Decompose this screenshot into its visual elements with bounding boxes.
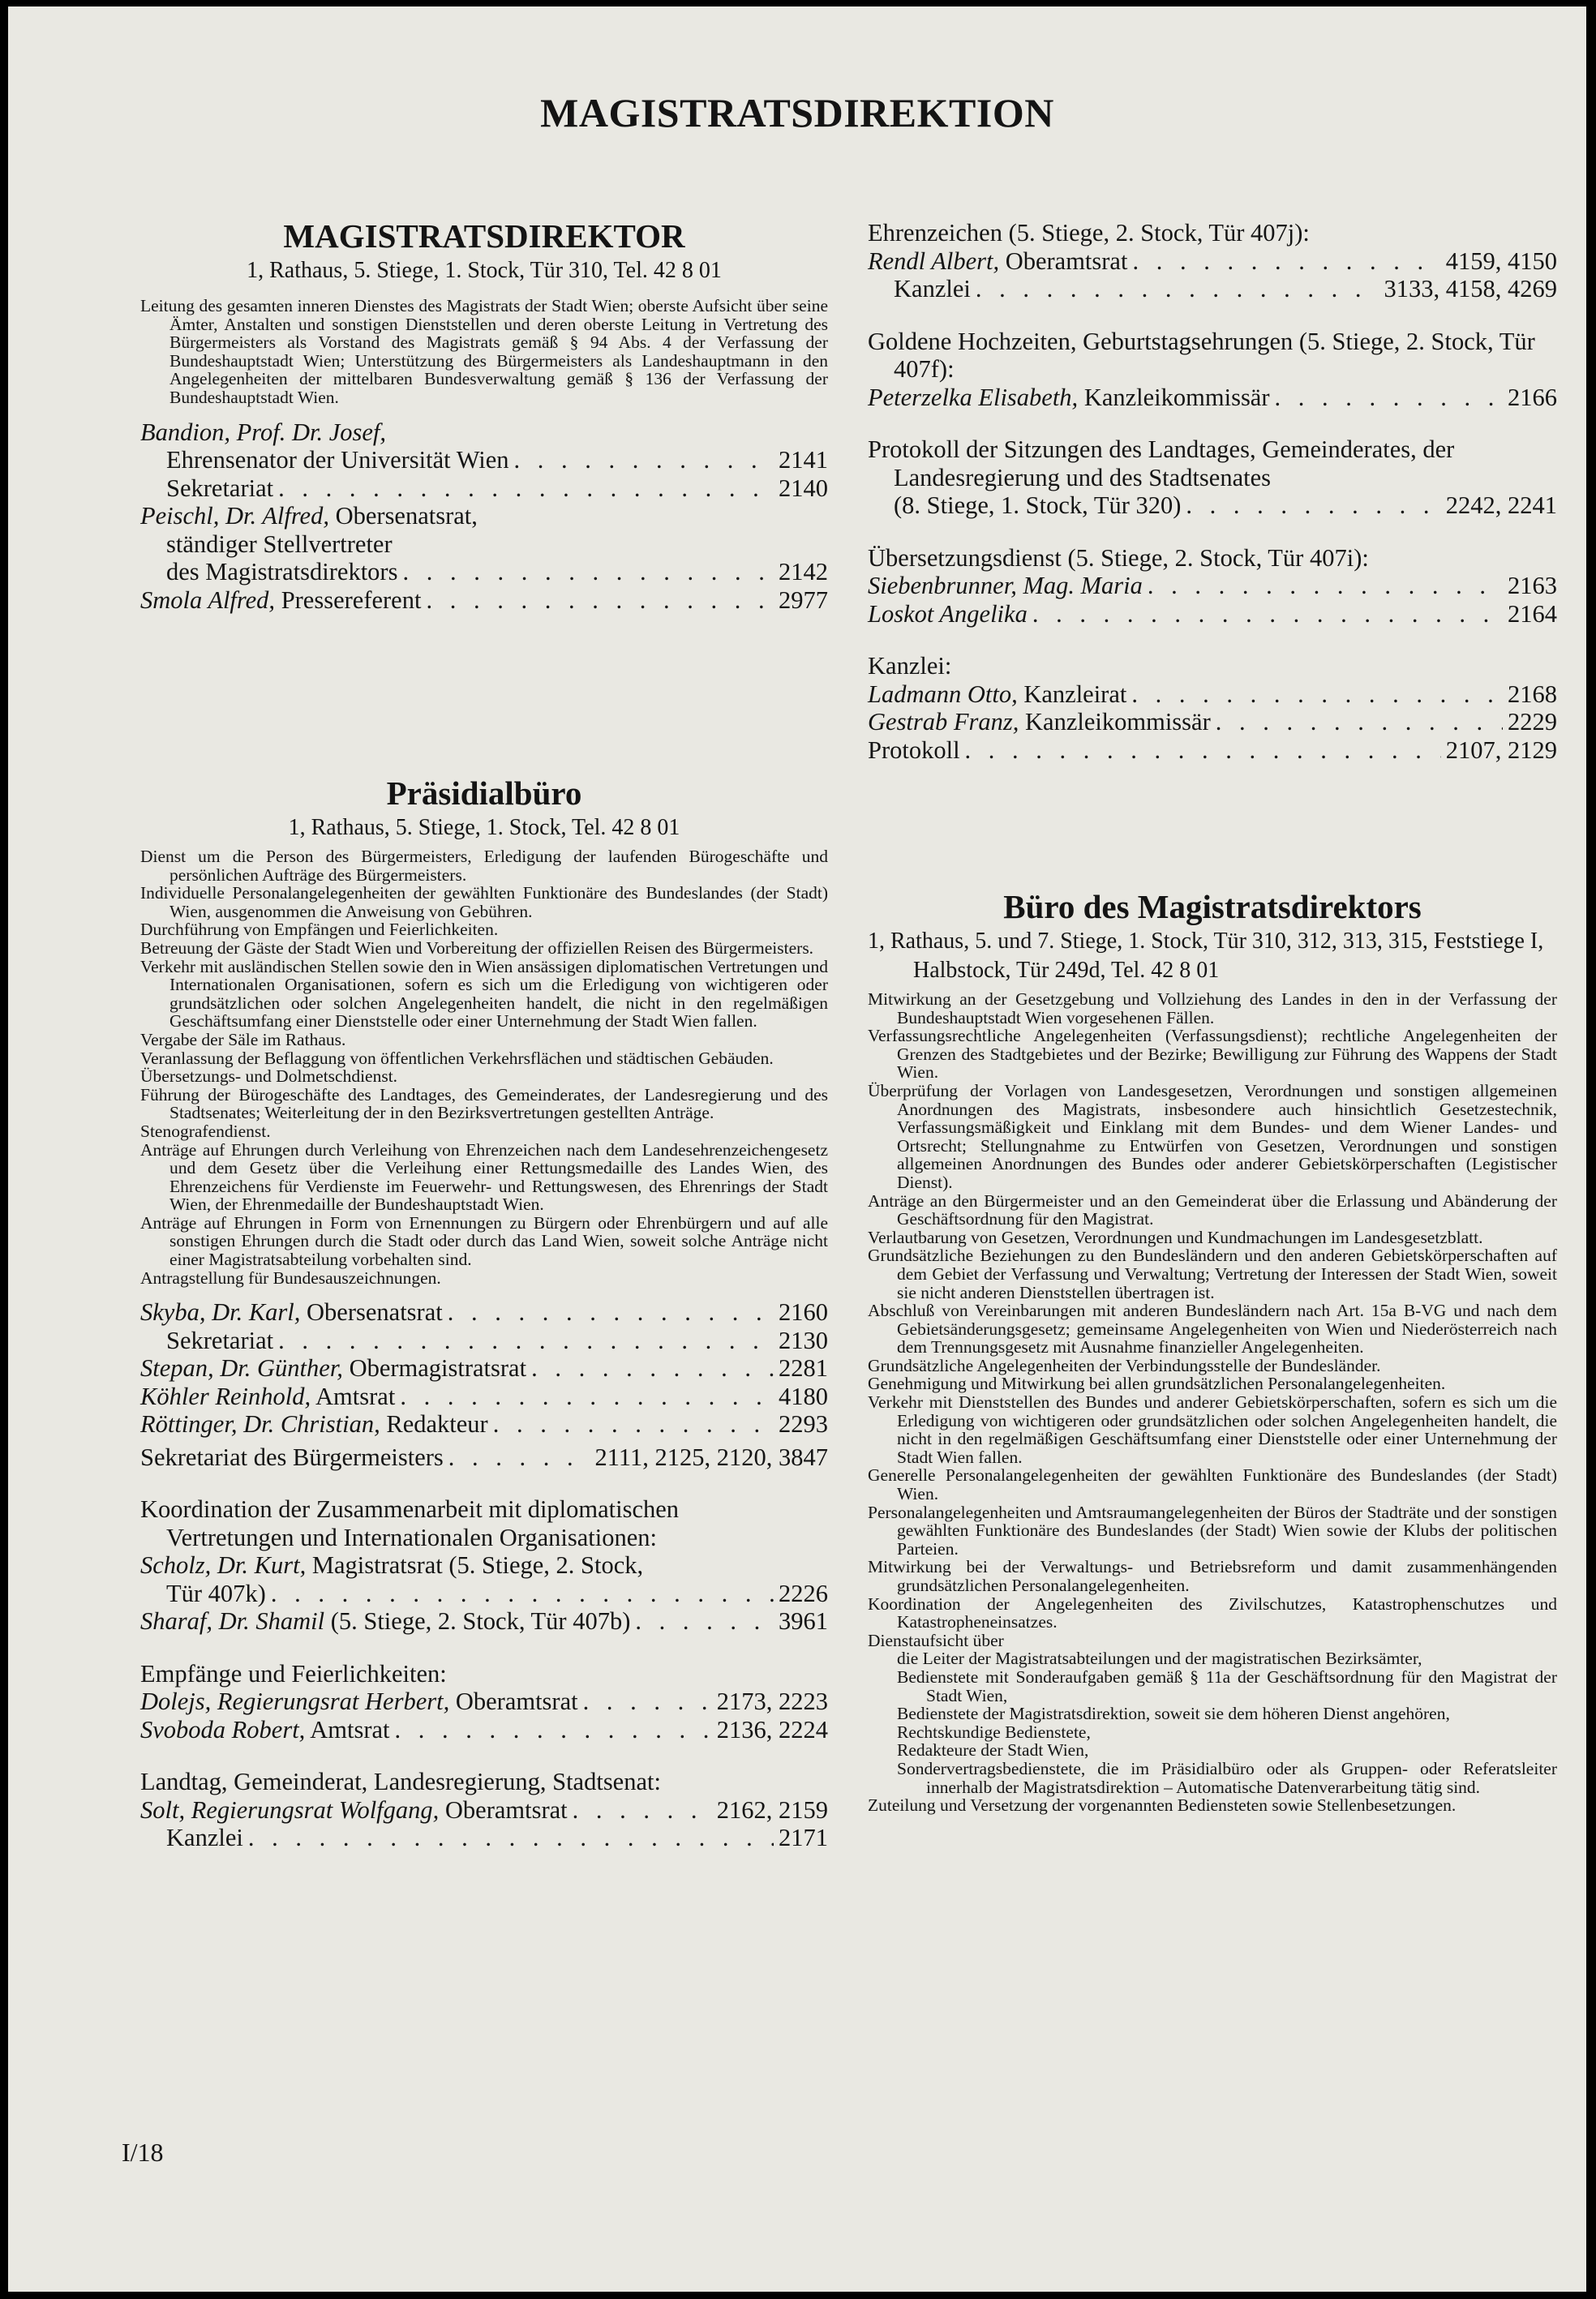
phone-number: 2173, 2223 xyxy=(716,1688,828,1716)
description-paragraph: Grundsätzliche Angelegenheiten der Verbindungsstelle der Bundesländer. xyxy=(868,1355,1381,1375)
magistratsdirektor-entries xyxy=(140,418,828,615)
entry-row xyxy=(140,1298,828,1327)
description-paragraph: Stenografendienst. xyxy=(140,1121,271,1141)
description-paragraph: Durchführung von Empfängen und Feierlichkeiten. xyxy=(140,920,499,940)
phone-number: 2171 xyxy=(779,1824,828,1852)
entry-row xyxy=(140,1716,828,1744)
entry-title: Obersenatsrat, xyxy=(328,502,478,530)
phone-number: 2141 xyxy=(779,446,828,474)
entry-row xyxy=(868,572,1557,600)
entry-name xyxy=(140,418,828,447)
buero-description xyxy=(868,990,1557,1815)
protokoll-heading: Protokoll der Sitzungen des Landtages, Gemeinderates, der Landesregierung und des Stadtsenates xyxy=(868,435,1455,491)
description-paragraph: Zuteilung und Versetzung der vorgenannten Bediensteten sowie Stellenbesetzungen. xyxy=(868,1795,1457,1816)
person-name: Siebenbrunner, Mag. Maria xyxy=(868,572,1143,599)
phone-number: 2293 xyxy=(779,1410,828,1439)
description-paragraph: Verkehr mit Dienststellen des Bundes und anderer Gebietskörperschaften, sofern es sich um die Erledigung von wichtigeren oder grundsätzlichen oder solchen Angelegenheiten handelt, die nicht in den regelmäßigen Geschäftsumfang einer Dienststelle oder einer Unternehmung der Stadt Wien fallen. xyxy=(868,1392,1557,1467)
entry-row xyxy=(140,1688,828,1716)
sub-item: die Leiter der Magistratsabteilungen und der magistratischen Bezirksämter, xyxy=(897,1649,1422,1669)
entry-row xyxy=(140,1383,828,1411)
description-paragraph: Verfassungsrechtliche Angelegenheiten (Verfassungsdienst); rechtliche Angelegenheiten der Grenzen des Stadtgebietes und der Bezirke; Bewilligung zur Führung des Wappens der Stadt Wien. xyxy=(868,1026,1557,1083)
koordination-heading: Koordination der Zusammenarbeit mit diplomatischen Vertretungen und Internationalen Organisationen: xyxy=(140,1495,680,1551)
magistratsdirektor-description xyxy=(140,297,828,407)
entry-row xyxy=(140,1824,828,1852)
description-paragraph: Grundsätzliche Beziehungen zu den Bundesländern und den anderen Gebietskörperschaften auf dem Gebiet der Verfassung und Verwaltung; Vertretung der Interessen der Stadt Wien, soweit sie nicht anderen Dienststellen übertragen ist. xyxy=(868,1246,1557,1302)
praesidialbuero-heading: Präsidialbüro xyxy=(386,774,582,812)
phone-number: 2160 xyxy=(779,1298,828,1327)
entry-title: des Magistratsdirektors xyxy=(166,558,398,586)
entry-row xyxy=(140,1580,828,1608)
magistratsdirektor-heading: MAGISTRATSDIREKTOR xyxy=(283,217,685,255)
phone-number: 2162, 2159 xyxy=(716,1795,828,1824)
entry-row xyxy=(868,491,1557,520)
sub-item: Bedienstete der Magistratsdirektion, soweit sie dem höheren Dienst angehören, xyxy=(897,1704,1450,1724)
entry-title: Magistratsrat (5. Stiege, 2. Stock, xyxy=(306,1551,644,1580)
person-name: Skyba, Dr. Karl, xyxy=(140,1298,301,1327)
description-paragraph: Überprüfung der Vorlagen von Landesgesetzen, Verordnungen und sonstigen allgemeinen Anordnungen des Magistrats, insbesondere auch hinsichtlich Gesetzestechnik, Verfassungsmäßigkeit und Einklang mit dem Bundes- und dem Wiener Landes- und Ortsrecht; Stellungnahme zu Entwürfen von Gesetzen, Verordnungen und sonstigen allgemeinen Anordnungen des Bundes oder anderer Gebietskörperschaften (Legistischer Dienst). xyxy=(868,1080,1557,1192)
praesidialbuero-entries xyxy=(140,1298,828,1852)
hochzeiten-heading: Goldene Hochzeiten, Geburtstagsehrungen (5. Stiege, 2. Stock, Tür 407f): xyxy=(868,327,1535,383)
phone-number: 2166 xyxy=(1508,383,1557,411)
document-page xyxy=(8,6,1586,2292)
description-paragraph: Mitwirkung bei der Verwaltungs- und Betriebsreform und damit zusammenhängenden grundsätzlichen Personalangelegenheiten. xyxy=(868,1557,1557,1595)
entry-name xyxy=(140,502,828,530)
entry-row xyxy=(868,600,1557,628)
description-paragraph: Anträge auf Ehrungen durch Verleihung von Ehrenzeichen nach dem Landesehrenzeichengesetz und dem Gesetz über die Verleihung einer Rettungsmedaille des Landes Wien, des Ehrenzeichens für Verdienste im Feuerwehr- und Rettungswesen, des Ehrenrings der Stadt Wien, der Ehrenmedaille der Bundeshauptstadt Wien. xyxy=(140,1139,828,1215)
description-paragraph: Individuelle Personalangelegenheiten der gewählten Funktionäre des Bundeslandes (der Stadt) Wien, ausgenommen die Anweisung von Gebühren. xyxy=(140,883,828,921)
person-name: Sharaf, Dr. Shamil xyxy=(140,1607,325,1636)
person-name: Smola Alfred, xyxy=(140,585,276,614)
section-buero-magistratsdirektor xyxy=(868,886,1557,1815)
ehrenzeichen-heading: Ehrenzeichen (5. Stiege, 2. Stock, Tür 407j): xyxy=(868,219,1310,247)
phone-number: 4180 xyxy=(779,1382,828,1410)
entry-title: (5. Stiege, 2. Stock, Tür 407b) xyxy=(324,1607,631,1636)
entry-title: Sekretariat des Bürgermeisters xyxy=(140,1443,444,1471)
sub-item: Sondervertragsbedienstete, die im Präsidialbüro oder als Gruppen- oder Referatsleiter innerhalb der Magistratsdirektion – Automatische Datenverarbeitung tätig sind. xyxy=(897,1758,1557,1797)
entry-title: (8. Stiege, 1. Stock, Tür 320) xyxy=(894,491,1182,519)
praesidialbuero-description xyxy=(140,847,828,1287)
entry-row xyxy=(868,708,1557,736)
phone-number: 2111, 2125, 2120, 3847 xyxy=(594,1443,828,1471)
entry-row xyxy=(140,558,828,586)
description-paragraph: Betreuung der Gäste der Stadt Wien und Vorbereitung der offiziellen Reisen des Bürgermeisters. xyxy=(140,937,814,958)
person-name: Ladmann Otto, xyxy=(868,680,1018,708)
entry-line: ständiger Stellvertreter xyxy=(166,530,393,558)
sub-item: Redakteure der Stadt Wien, xyxy=(897,1740,1089,1761)
description-paragraph: Dienstaufsicht über xyxy=(868,1630,1004,1650)
magistratsdirektor-address: 1, Rathaus, 5. Stiege, 1. Stock, Tür 310, Tel. 42 8 01 xyxy=(247,258,722,283)
buero-address: 1, Rathaus, 5. und 7. Stiege, 1. Stock, Tür 310, 312, 313, 315, Feststiege I, Halbstock, Tür 249d, Tel. 42 8 01 xyxy=(868,929,1544,983)
person-name: Röttinger, Dr. Christian, xyxy=(140,1410,380,1439)
phone-number: 4159, 4150 xyxy=(1445,247,1557,275)
entry-row xyxy=(140,586,828,615)
entry-row xyxy=(140,446,828,474)
description-paragraph: Dienst um die Person des Bürgermeisters, Erledigung der laufenden Bürogeschäfte und persönlichen Aufträge des Bürgermeisters. xyxy=(140,847,828,885)
section-praesidialbuero xyxy=(140,773,828,1852)
description-paragraph: Koordination der Angelegenheiten des Zivilschutzes, Katastrophenschutzes und Katastropheneinsatzes. xyxy=(868,1593,1557,1632)
entry-row xyxy=(868,736,1557,765)
phone-number: 2140 xyxy=(779,474,828,502)
sub-item: Rechtskundige Bedienstete, xyxy=(897,1722,1091,1742)
page-number: I/18 xyxy=(122,2138,164,2167)
entry-title: Redakteur xyxy=(380,1410,488,1439)
entry-row xyxy=(868,247,1557,276)
entry-title: Kanzleirat xyxy=(1017,680,1127,708)
entry-title: Obermagistratsrat xyxy=(342,1354,527,1383)
entry-title: Oberamtsrat xyxy=(449,1688,578,1716)
entry-title: Amtsrat xyxy=(305,1715,390,1744)
section-magistratsdirektor xyxy=(140,216,828,614)
entry-title: Kanzleikommissär xyxy=(1019,708,1211,736)
entry-row xyxy=(868,275,1557,303)
person-name: Dolejs, Regierungsrat Herbert, xyxy=(140,1688,450,1716)
person-name: Solt, Regierungsrat Wolfgang, xyxy=(140,1795,440,1824)
entry-title: Tür 407k) xyxy=(166,1579,266,1607)
person-name: Bandion, Prof. Dr. Josef, xyxy=(140,418,387,446)
phone-number: 2226 xyxy=(779,1579,828,1607)
description-paragraph: Mitwirkung an der Gesetzgebung und Vollziehung des Landes in den in der Verfassung der Bundeshauptstadt Wien vorgesehenen Fällen. xyxy=(868,989,1557,1027)
description-paragraph: Verkehr mit ausländischen Stellen sowie den in Wien ansässigen diplomatischen Vertretungen und Internationalen Organisationen, sofern es sich um die Erledigung von wichtigeren oder grundsätzlichen oder solchen Angelegenheiten handelt, die nicht in den regelmäßigen Geschäftsumfang einer Dienststelle oder einer Unternehmung der Stadt Wien fallen. xyxy=(140,956,828,1032)
phone-number: 2229 xyxy=(1508,708,1557,736)
entry-title: Kanzleikommissär xyxy=(1078,383,1270,411)
person-name: Köhler Reinhold, xyxy=(140,1382,311,1410)
entry-row xyxy=(140,1443,828,1472)
description-paragraph: Antragstellung für Bundesauszeichnungen. xyxy=(140,1267,441,1288)
entry-title: Amtsrat xyxy=(311,1382,396,1410)
entry-title: Ehrensenator der Universität Wien xyxy=(166,446,509,474)
entry-row xyxy=(140,1327,828,1355)
person-name: Stepan, Dr. Günther, xyxy=(140,1354,343,1383)
entry-row xyxy=(140,474,828,503)
entry-title: Oberamtsrat xyxy=(439,1795,568,1824)
person-name: Loskot Angelika xyxy=(868,599,1028,628)
description-paragraph: Generelle Personalangelegenheiten der gewählten Funktionäre des Bundeslandes (der Stadt) Wien. xyxy=(868,1465,1557,1504)
phone-number: 2281 xyxy=(779,1354,828,1383)
person-name: Rendl Albert, xyxy=(868,247,1000,275)
entry-title: Sekretariat xyxy=(166,474,274,502)
person-name: Peterzelka Elisabeth, xyxy=(868,383,1079,411)
person-name: Scholz, Dr. Kurt, xyxy=(140,1551,307,1580)
phone-number: 2142 xyxy=(779,558,828,586)
description-paragraph: Abschluß von Vereinbarungen mit anderen Bundesländern nach Art. 15a B-VG und nach dem Gebietsänderungsgesetz; gemeinsame Angelegenheiten von Wien und Niederösterreich nach dem Trennungsgesetz mit Ausnahme finanzieller Angelegenheiten. xyxy=(868,1301,1557,1358)
person-name: Peischl, Dr. Alfred, xyxy=(140,502,329,530)
empfaenge-heading: Empfänge und Feierlichkeiten: xyxy=(140,1659,447,1688)
description-paragraph: Leitung des gesamten inneren Dienstes des Magistrats der Stadt Wien; oberste Aufsicht über seine Ämter, Anstalten und sonstigen Dienststellen und deren oberste Leitung in Vertretung des Bürgermeisters als Vorstand des Magistrats gemäß § 94 Abs. 4 der Verfassung der Bundeshauptstadt Wien; Unterstützung des Bürgermeisters als Landeshauptmann in den Angelegenheiten der mittelbaren Bundesverwaltung gemäß § 136 der Verfassung der Bundeshauptstadt Wien. xyxy=(140,296,828,407)
entry-title: Sekretariat xyxy=(166,1326,274,1354)
phone-number: 2107, 2129 xyxy=(1445,736,1557,764)
description-paragraph: Veranlassung der Beflaggung von öffentlichen Verkehrsflächen und städtischen Gebäuden. xyxy=(140,1048,774,1068)
phone-number: 2163 xyxy=(1508,572,1557,599)
phone-number: 2130 xyxy=(779,1326,828,1354)
description-paragraph: Vergabe der Säle im Rathaus. xyxy=(140,1029,346,1049)
description-paragraph: Führung der Bürogeschäfte des Landtages, des Gemeinderates, der Landesregierung und des Stadtsenates; Weiterleitung der in den Bezirksvertretungen gestellten Anträge. xyxy=(140,1084,828,1123)
entry-title: Kanzlei xyxy=(166,1824,243,1852)
entry-title: Kanzlei xyxy=(894,275,971,302)
buero-heading: Büro des Magistratsdirektors xyxy=(1003,888,1422,925)
phone-number: 2168 xyxy=(1508,680,1557,708)
description-paragraph: Personalangelegenheiten und Amtsraumangelegenheiten der Büros der Stadträte und der sonstigen gewählten Funktionäre des Bundeslandes (der Stadt) Wien sowie der Klubs der politischen Parteien. xyxy=(868,1502,1557,1559)
person-name: Gestrab Franz, xyxy=(868,708,1019,736)
description-paragraph: Verlautbarung von Gesetzen, Verordnungen und Kundmachungen im Landesgesetzblatt. xyxy=(868,1227,1483,1247)
description-paragraph: Genehmigung und Mitwirkung bei allen grundsätzlichen Personalangelegenheiten. xyxy=(868,1374,1446,1394)
entry-row xyxy=(140,1607,828,1636)
entry-title: Obersenatsrat xyxy=(300,1298,443,1327)
entry-title: Protokoll xyxy=(868,736,960,764)
phone-number: 3961 xyxy=(779,1607,828,1636)
praesidialbuero-address: 1, Rathaus, 5. Stiege, 1. Stock, Tel. 42 8 01 xyxy=(288,815,680,840)
landtag-heading: Landtag, Gemeinderat, Landesregierung, Stadtsenat: xyxy=(140,1768,661,1796)
description-paragraph: Anträge an den Bürgermeister und an den Gemeinderat über die Erlassung und Abänderung der Geschäftsordnung für den Magistrat. xyxy=(868,1190,1557,1229)
description-paragraph: Anträge auf Ehrungen in Form von Ernennungen zu Bürgern oder Ehrenbürgern und auf alle sonstigen Ehrungen durch die Stadt oder durch das Land Wien, soweit solche Anträge nicht einer Magistratsabteilung vorbehalten sind. xyxy=(140,1212,828,1270)
entry-title: Pressereferent xyxy=(275,585,422,614)
entry-title: Oberamtsrat xyxy=(999,247,1128,275)
phone-number: 2977 xyxy=(779,585,828,614)
entry-row xyxy=(868,680,1557,709)
phone-number: 2164 xyxy=(1508,599,1557,628)
entry-row xyxy=(868,384,1557,412)
uebersetzung-heading: Übersetzungsdienst (5. Stiege, 2. Stock, Tür 407i): xyxy=(868,543,1369,572)
entry-row xyxy=(140,1354,828,1383)
phone-number: 2242, 2241 xyxy=(1445,491,1557,519)
person-name: Svoboda Robert, xyxy=(140,1715,306,1744)
entry-row xyxy=(140,1796,828,1825)
description-paragraph: Übersetzungs- und Dolmetschdienst. xyxy=(140,1066,398,1087)
entry-row xyxy=(140,1410,828,1439)
sub-item: Bedienstete mit Sonderaufgaben gemäß § 11a der Geschäftsordnung für den Magistrat der Stadt Wien, xyxy=(897,1666,1557,1705)
kanzlei-heading: Kanzlei: xyxy=(868,652,952,680)
right-entries xyxy=(868,219,1557,764)
phone-number: 3133, 4158, 4269 xyxy=(1384,275,1557,302)
phone-number: 2136, 2224 xyxy=(716,1715,828,1744)
page-title: MAGISTRATSDIREKTION xyxy=(540,90,1054,135)
entry-name xyxy=(140,1551,757,1580)
